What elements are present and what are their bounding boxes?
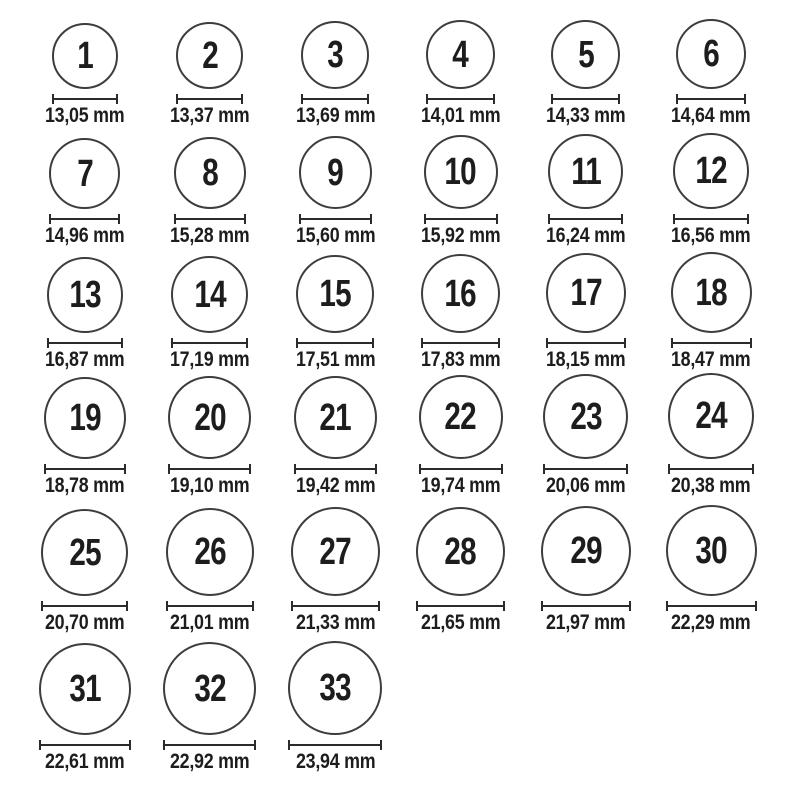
ring-size-number: 25 <box>68 531 101 574</box>
ring-size-cell <box>523 246 648 370</box>
ring-size-circle <box>291 507 380 596</box>
ring-size-circle <box>168 376 251 459</box>
diameter-ruler-icon <box>543 464 628 474</box>
diameter-label: 15,60 mm <box>295 224 375 247</box>
diameter-label: 21,97 mm <box>546 611 626 634</box>
diameter-label: 16,24 mm <box>546 224 626 247</box>
diameter-ruler-icon <box>52 94 118 104</box>
ring-size-circle <box>421 254 500 333</box>
ring-size-number: 5 <box>577 33 594 76</box>
diameter-label: 17,19 mm <box>170 348 250 371</box>
diameter-ruler-icon <box>546 338 626 348</box>
ring-size-cell <box>523 0 648 126</box>
ring-size-cell <box>398 246 523 370</box>
ring-size-circle <box>416 507 505 596</box>
ring-size-number: 24 <box>695 395 727 437</box>
ring-size-circle <box>426 20 495 89</box>
diameter-ruler-icon <box>676 94 746 104</box>
ring-size-number: 6 <box>703 33 719 75</box>
ring-size-number: 17 <box>570 272 602 314</box>
diameter-ruler-icon <box>39 740 131 750</box>
diameter-label: 19,42 mm <box>295 474 375 497</box>
ring-size-circle <box>543 374 628 459</box>
diameter-label: 13,05 mm <box>44 104 125 127</box>
ring-size-circle <box>671 252 752 333</box>
ring-size-number: 12 <box>695 150 727 192</box>
diameter-label: 19,74 mm <box>420 474 501 497</box>
ring-size-number: 32 <box>194 667 226 710</box>
diameter-ruler-icon <box>548 214 623 224</box>
diameter-ruler-icon <box>41 601 128 611</box>
diameter-label: 14,64 mm <box>671 104 751 127</box>
ring-size-number: 23 <box>570 395 602 438</box>
ring-size-number: 20 <box>194 396 226 439</box>
ring-size-number: 18 <box>695 271 727 314</box>
ring-size-cell <box>273 0 398 126</box>
diameter-ruler-icon <box>294 464 377 474</box>
ring-size-cell <box>523 370 648 496</box>
ring-size-cell <box>22 370 147 496</box>
diameter-label: 20,06 mm <box>546 474 626 497</box>
ring-size-circle <box>171 256 248 333</box>
diameter-label: 18,15 mm <box>546 348 626 371</box>
ring-size-cell <box>398 496 523 633</box>
diameter-label: 16,87 mm <box>44 348 125 371</box>
diameter-ruler-icon <box>668 464 754 474</box>
diameter-ruler-icon <box>426 94 495 104</box>
ring-size-circle <box>299 136 372 209</box>
ring-size-cell <box>22 246 147 370</box>
ring-size-number: 33 <box>319 667 351 709</box>
ring-size-number: 9 <box>327 151 344 194</box>
ring-size-cell <box>22 0 147 126</box>
ring-size-circle <box>666 505 757 596</box>
ring-size-circle <box>546 253 626 333</box>
diameter-ruler-icon <box>49 214 120 224</box>
ring-size-number: 19 <box>68 397 101 439</box>
diameter-label: 23,94 mm <box>295 750 375 773</box>
diameter-label: 20,38 mm <box>671 474 751 497</box>
ring-size-number: 2 <box>202 34 218 77</box>
ring-size-circle <box>668 373 754 459</box>
diameter-ruler-icon <box>299 214 372 224</box>
ring-size-number: 10 <box>444 151 477 193</box>
ring-size-circle <box>41 509 128 596</box>
ring-size-cell <box>147 496 272 633</box>
diameter-ruler-icon <box>673 214 749 224</box>
ring-size-cell <box>273 246 398 370</box>
ring-size-number: 28 <box>444 530 477 573</box>
diameter-label: 13,37 mm <box>170 104 250 127</box>
ring-size-circle <box>174 137 246 209</box>
ring-size-circle <box>676 19 746 89</box>
diameter-ruler-icon <box>163 740 256 750</box>
ring-size-number: 15 <box>319 273 351 315</box>
diameter-ruler-icon <box>551 94 620 104</box>
ring-size-number: 31 <box>68 668 101 710</box>
ring-size-cell <box>648 0 773 126</box>
ring-size-circle <box>548 134 623 209</box>
ring-size-cell <box>273 496 398 633</box>
diameter-label: 15,28 mm <box>170 224 250 247</box>
ring-size-number: 11 <box>570 150 601 193</box>
ring-size-circle <box>52 23 118 89</box>
ring-size-cell <box>523 126 648 246</box>
diameter-ruler-icon <box>541 601 631 611</box>
diameter-ruler-icon <box>296 338 374 348</box>
ring-size-number: 13 <box>68 274 101 316</box>
diameter-ruler-icon <box>166 601 254 611</box>
ring-size-cell <box>398 126 523 246</box>
diameter-label: 17,51 mm <box>295 348 375 371</box>
ring-size-circle <box>176 22 243 89</box>
diameter-ruler-icon <box>47 338 123 348</box>
ring-size-cell <box>22 126 147 246</box>
ring-size-cell <box>273 126 398 246</box>
ring-size-cell <box>147 633 272 772</box>
ring-size-cell <box>147 126 272 246</box>
ring-size-circle <box>39 643 131 735</box>
diameter-label: 14,96 mm <box>44 224 125 247</box>
ring-size-cell <box>648 246 773 370</box>
diameter-ruler-icon <box>44 464 126 474</box>
ring-size-number: 14 <box>194 273 226 316</box>
ring-size-cell <box>273 370 398 496</box>
diameter-label: 13,69 mm <box>295 104 375 127</box>
ring-size-circle <box>49 138 120 209</box>
ring-size-circle <box>673 133 749 209</box>
ring-size-cell <box>273 633 398 772</box>
ring-size-circle <box>419 375 503 459</box>
diameter-ruler-icon <box>424 214 498 224</box>
ring-size-number: 21 <box>319 396 351 439</box>
diameter-label: 18,78 mm <box>44 474 125 497</box>
ring-size-circle <box>551 20 620 89</box>
ring-size-circle <box>163 642 256 735</box>
ring-size-circle <box>296 255 374 333</box>
ring-size-number: 30 <box>695 529 727 572</box>
ring-size-circle <box>166 508 254 596</box>
ring-size-number: 7 <box>76 152 93 195</box>
ring-size-number: 1 <box>76 35 93 77</box>
diameter-label: 22,92 mm <box>170 750 250 773</box>
diameter-label: 22,29 mm <box>671 611 751 634</box>
ring-size-cell <box>22 633 147 772</box>
ring-size-cell <box>648 370 773 496</box>
ring-size-cell <box>147 370 272 496</box>
diameter-ruler-icon <box>421 338 500 348</box>
ring-size-cell <box>648 496 773 633</box>
ring-size-circle <box>301 21 369 89</box>
diameter-label: 15,92 mm <box>420 224 501 247</box>
ring-size-number: 27 <box>319 530 351 573</box>
diameter-label: 21,01 mm <box>170 611 250 634</box>
diameter-ruler-icon <box>174 214 246 224</box>
ring-size-circle <box>44 377 126 459</box>
diameter-label: 16,56 mm <box>671 224 751 247</box>
ring-size-cell <box>147 0 272 126</box>
ring-size-circle <box>288 641 382 735</box>
diameter-ruler-icon <box>419 464 503 474</box>
diameter-ruler-icon <box>168 464 251 474</box>
diameter-ruler-icon <box>666 601 757 611</box>
ring-size-number: 3 <box>327 34 344 76</box>
diameter-label: 18,47 mm <box>671 348 751 371</box>
diameter-ruler-icon <box>291 601 380 611</box>
ring-size-cell <box>398 370 523 496</box>
ring-size-cell <box>523 496 648 633</box>
ring-size-circle <box>424 135 498 209</box>
diameter-label: 17,83 mm <box>420 348 501 371</box>
diameter-label: 14,33 mm <box>546 104 626 127</box>
ring-size-circle <box>294 376 377 459</box>
diameter-label: 20,70 mm <box>44 611 125 634</box>
ring-size-number: 8 <box>202 152 218 194</box>
ring-size-number: 26 <box>194 531 226 573</box>
diameter-label: 14,01 mm <box>420 104 501 127</box>
diameter-ruler-icon <box>176 94 243 104</box>
diameter-label: 22,61 mm <box>44 750 125 773</box>
ring-size-number: 29 <box>570 530 602 572</box>
ring-size-cell <box>22 496 147 633</box>
ring-size-circle <box>541 506 631 596</box>
diameter-label: 21,33 mm <box>295 611 375 634</box>
diameter-ruler-icon <box>171 338 248 348</box>
ring-size-cell <box>398 0 523 126</box>
diameter-ruler-icon <box>301 94 369 104</box>
ring-size-number: 22 <box>444 396 477 438</box>
ring-size-circle <box>47 257 123 333</box>
diameter-ruler-icon <box>671 338 752 348</box>
ring-size-number: 16 <box>444 272 477 315</box>
diameter-ruler-icon <box>416 601 505 611</box>
diameter-label: 19,10 mm <box>170 474 250 497</box>
ring-size-cell <box>648 126 773 246</box>
ring-size-number: 4 <box>452 33 469 76</box>
ring-size-cell <box>147 246 272 370</box>
diameter-ruler-icon <box>288 740 382 750</box>
diameter-label: 21,65 mm <box>420 611 501 634</box>
